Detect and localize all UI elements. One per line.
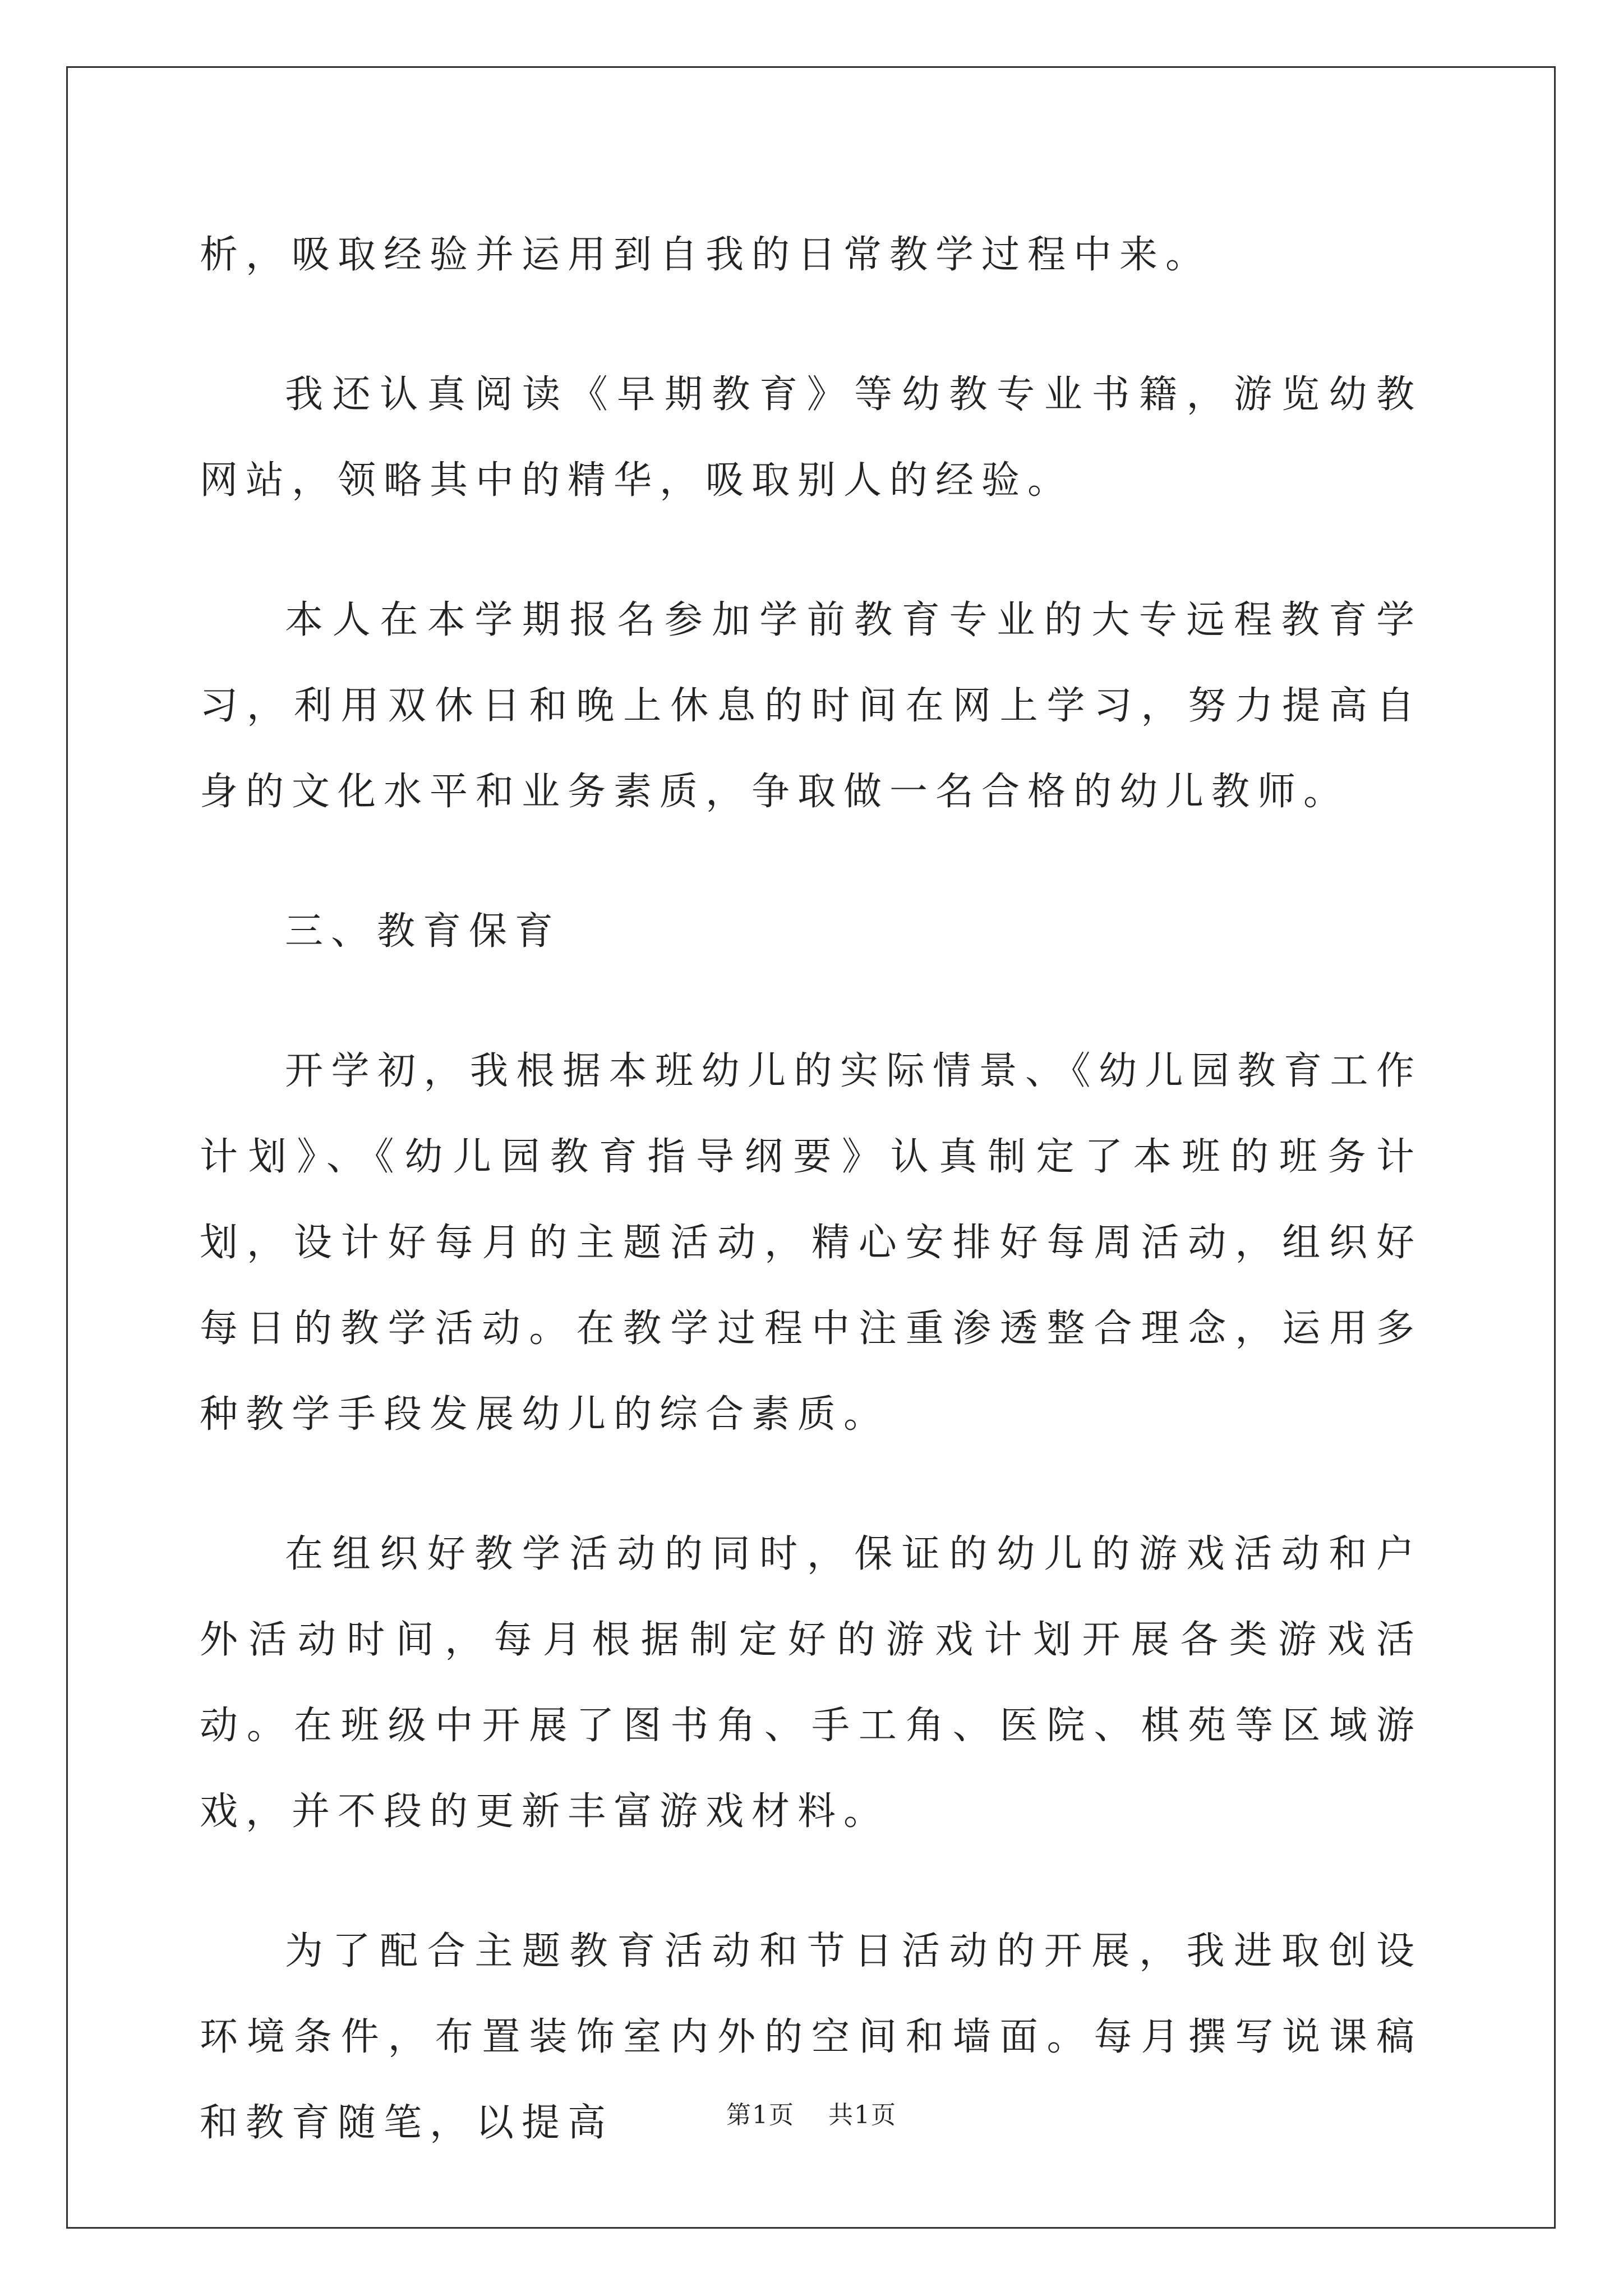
paragraph-games: 在组织好教学活动的同时，保证的幼儿的游戏活动和户外活动时间，每月根据制定好的游戏计划开展各类游戏活动。在班级中开展了图书角、手工角、医院、棋苑等区域游戏，并不段的更新丰富游戏材料。 (200, 1532, 1422, 1834)
paragraph-environment: 为了配合主题教育活动和节日活动的开展，我进取创设环境条件，布置装饰室内外的空间和墙面。每月撰写说课稿和教育随笔，以提高 (200, 1929, 1422, 2145)
paragraph-continuation: 析，吸取经验并运用到自我的日常教学过程中来。 (200, 233, 1212, 277)
page-footer (0, 2099, 1623, 2132)
paragraph-study: 本人在本学期报名参加学前教育专业的大专远程教育学习，利用双休日和晚上休息的时间在网上学习，努力提高自身的文化水平和业务素质，争取做一名合格的幼儿教师。 (200, 598, 1422, 814)
document-body (200, 212, 1422, 2220)
page-total: 共1页 (828, 2101, 897, 2129)
paragraph-reading: 我还认真阅读《早期教育》等幼教专业书籍，游览幼教网站，领略其中的精华，吸取别人的经验。 (200, 372, 1422, 503)
section-heading: 三、教育保育 (285, 909, 561, 954)
paragraph-plan: 开学初，我根据本班幼儿的实际情景、《幼儿园教育工作计划》、《幼儿园教育指导纲要》认真制定了本班的班务计划，设计好每月的主题活动，精心安排好每周活动，组织好每日的教学活动。在教学过程中注重渗透整合理念，运用多种教学手段发展幼儿的综合素质。 (200, 1049, 1422, 1437)
page-number: 第1页 (726, 2101, 795, 2129)
